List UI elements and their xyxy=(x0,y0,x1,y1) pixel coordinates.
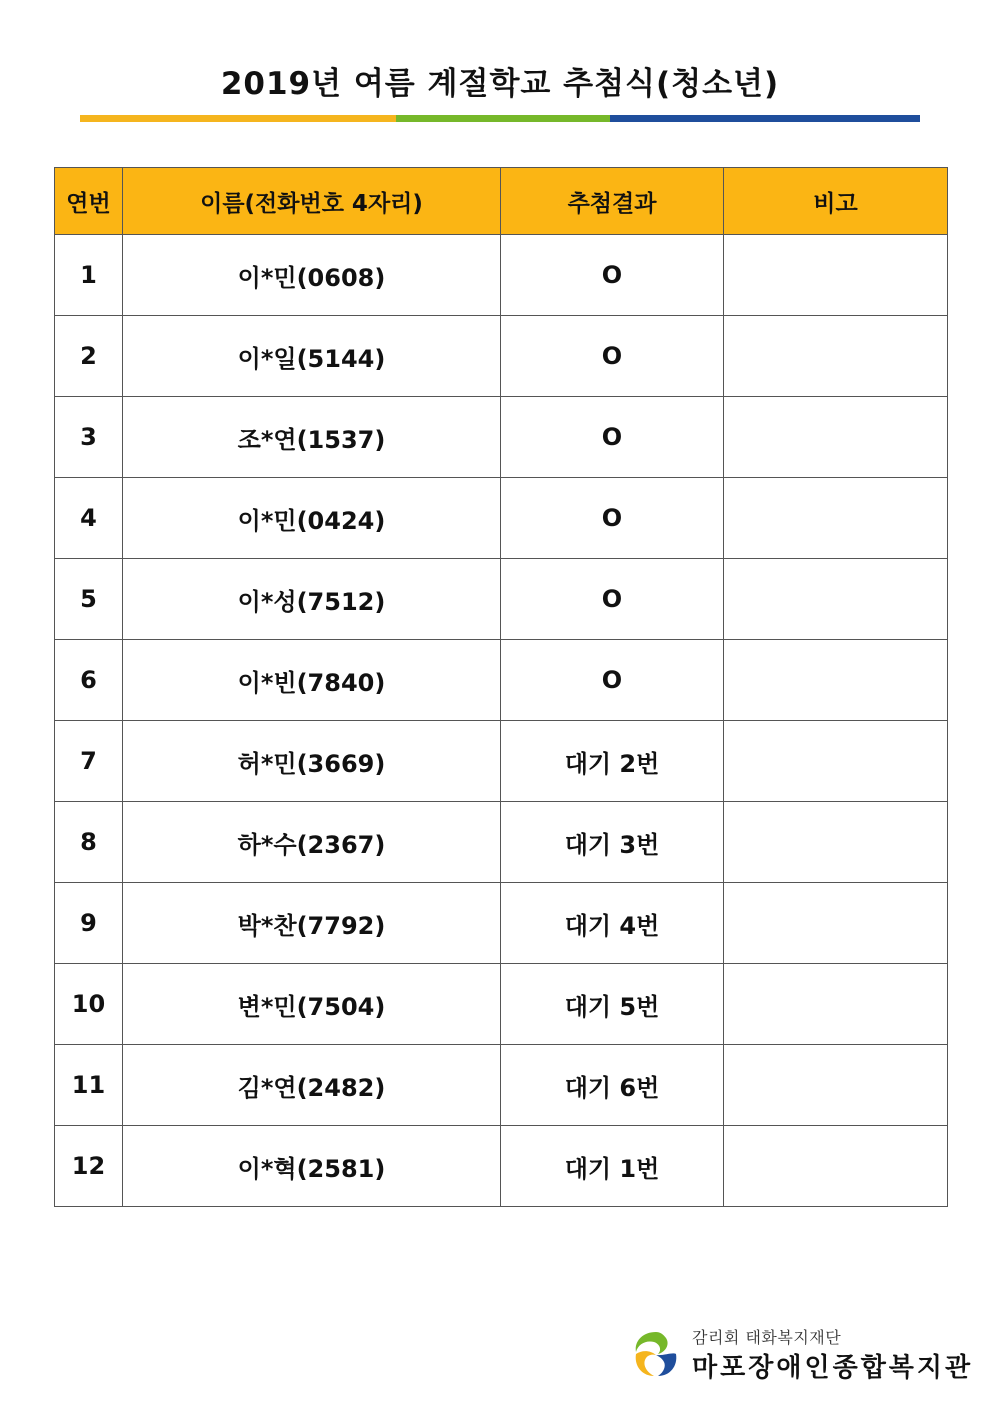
swirl-logo-icon xyxy=(630,1328,682,1380)
cell-number: 8 xyxy=(55,802,123,883)
cell-result: O xyxy=(501,235,724,316)
cell-note xyxy=(724,883,948,964)
cell-note xyxy=(724,1126,948,1207)
table-row xyxy=(55,559,948,640)
cell-note xyxy=(724,559,948,640)
header-result: 추첨결과 xyxy=(501,168,724,235)
cell-note xyxy=(724,478,948,559)
cell-result: O xyxy=(501,316,724,397)
title-underline-yellow xyxy=(80,115,396,122)
cell-name: 김*연(2482) xyxy=(123,1045,501,1126)
table-row xyxy=(55,640,948,721)
cell-note xyxy=(724,640,948,721)
cell-result: 대기 3번 xyxy=(501,802,724,883)
cell-name: 하*수(2367) xyxy=(123,802,501,883)
cell-name: 허*민(3669) xyxy=(123,721,501,802)
cell-name: 박*찬(7792) xyxy=(123,883,501,964)
cell-number: 5 xyxy=(55,559,123,640)
table-header-row xyxy=(55,168,948,235)
table-row xyxy=(55,721,948,802)
cell-number: 7 xyxy=(55,721,123,802)
cell-number: 6 xyxy=(55,640,123,721)
cell-result: 대기 1번 xyxy=(501,1126,724,1207)
cell-number: 12 xyxy=(55,1126,123,1207)
cell-result: 대기 2번 xyxy=(501,721,724,802)
table-row xyxy=(55,478,948,559)
cell-name: 변*민(7504) xyxy=(123,964,501,1045)
table-row xyxy=(55,397,948,478)
cell-result: O xyxy=(501,397,724,478)
cell-result: 대기 6번 xyxy=(501,1045,724,1126)
title-underline-green xyxy=(396,115,610,122)
cell-number: 3 xyxy=(55,397,123,478)
title-underline-blue xyxy=(610,115,920,122)
cell-name: 이*민(0608) xyxy=(123,235,501,316)
cell-result: 대기 5번 xyxy=(501,964,724,1045)
cell-result: O xyxy=(501,478,724,559)
cell-name: 이*일(5144) xyxy=(123,316,501,397)
cell-name: 이*민(0424) xyxy=(123,478,501,559)
center-name: 마포장애인종합복지관 xyxy=(692,1353,974,1383)
cell-note xyxy=(724,802,948,883)
cell-note xyxy=(724,235,948,316)
cell-note xyxy=(724,316,948,397)
header-note: 비고 xyxy=(724,168,948,235)
cell-number: 10 xyxy=(55,964,123,1045)
table-row xyxy=(55,316,948,397)
cell-number: 9 xyxy=(55,883,123,964)
cell-name: 이*빈(7840) xyxy=(123,640,501,721)
header-number: 연번 xyxy=(55,168,123,235)
page-title: 2019년 여름 계절학교 추첨식(청소년) xyxy=(220,66,780,102)
table-row xyxy=(55,802,948,883)
cell-note xyxy=(724,397,948,478)
cell-name: 이*성(7512) xyxy=(123,559,501,640)
table-row xyxy=(55,964,948,1045)
cell-number: 11 xyxy=(55,1045,123,1126)
cell-result: 대기 4번 xyxy=(501,883,724,964)
lottery-results-table xyxy=(54,167,948,1207)
cell-note xyxy=(724,964,948,1045)
cell-result: O xyxy=(501,640,724,721)
table-row xyxy=(55,235,948,316)
cell-note xyxy=(724,1045,948,1126)
cell-number: 4 xyxy=(55,478,123,559)
cell-number: 2 xyxy=(55,316,123,397)
cell-name: 이*혁(2581) xyxy=(123,1126,501,1207)
cell-name: 조*연(1537) xyxy=(123,397,501,478)
table-row xyxy=(55,1126,948,1207)
header-name: 이름(전화번호 4자리) xyxy=(123,168,501,235)
table-row xyxy=(55,883,948,964)
cell-result: O xyxy=(501,559,724,640)
cell-number: 1 xyxy=(55,235,123,316)
table-row xyxy=(55,1045,948,1126)
foundation-name: 감리회 태화복지재단 xyxy=(692,1328,842,1347)
cell-note xyxy=(724,721,948,802)
